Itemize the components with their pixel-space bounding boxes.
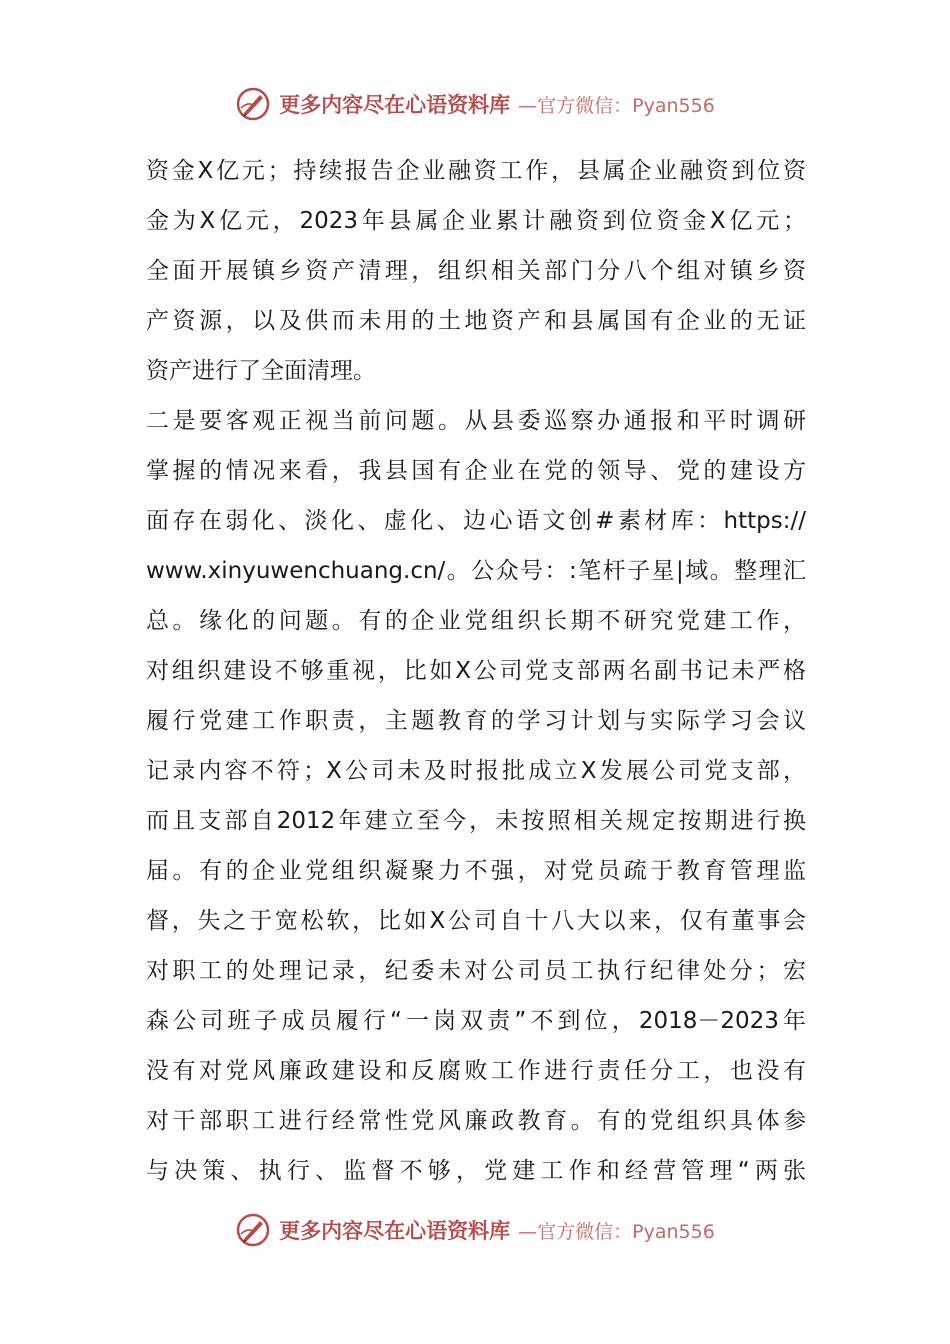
text-line: www.xinyuwenchuang.cn/。公众号：:笔杆子星|域。整理汇	[146, 558, 806, 584]
header-banner	[0, 82, 950, 126]
pen-circle-logo-icon	[235, 1212, 271, 1248]
text-line: 对组织建设不够重视，比如X公司党支部两名副书记未严格	[146, 658, 806, 684]
text-line: 总。缘化的问题。有的企业党组织长期不研究党建工作，	[146, 608, 806, 634]
text-line: 全面开展镇乡资产清理，组织相关部门分八个组对镇乡资	[146, 258, 806, 284]
text-line: 届。有的企业党组织凝聚力不强，对党员疏于教育管理监	[146, 858, 806, 884]
text-line: 督，失之于宽松软，比如X公司自十八大以来，仅有董事会	[146, 908, 806, 934]
text-line: 对职工的处理记录，纪委未对公司员工执行纪律处分；宏	[146, 958, 806, 984]
banner-slogan: 更多内容尽在心语资料库	[279, 1218, 511, 1243]
banner-slogan: 更多内容尽在心语资料库	[279, 92, 511, 117]
text-line: 对干部职工进行经常性党风廉政教育。有的党组织具体参	[146, 1108, 806, 1134]
text-line: 没有对党风廉政建设和反腐败工作进行责任分工，也没有	[146, 1058, 806, 1084]
text-line: 资金X亿元；持续报告企业融资工作，县属企业融资到位资	[146, 158, 806, 184]
footer-banner	[0, 1208, 950, 1252]
text-line: 二是要客观正视当前问题。从县委巡察办通报和平时调研	[146, 408, 806, 434]
text-line: 产资源，以及供而未用的土地资产和县属国有企业的无证	[146, 308, 806, 334]
banner-contact: —官方微信：Pyan556	[518, 1220, 715, 1243]
text-line: 金为X亿元，2023年县属企业累计融资到位资金X亿元；	[146, 208, 806, 234]
text-line: 森公司班子成员履行“一岗双责”不到位，2018－2023年	[146, 1008, 806, 1034]
text-line: 与决策、执行、监督不够，党建工作和经营管理“两张	[146, 1158, 806, 1184]
text-line: 资产进行了全面清理。	[146, 358, 376, 384]
document-body	[146, 146, 806, 1196]
pen-circle-logo-icon	[235, 86, 271, 122]
banner-contact: —官方微信：Pyan556	[518, 94, 715, 117]
text-line: 履行党建工作职责，主题教育的学习计划与实际学习会议	[146, 708, 806, 734]
text-line: 掌握的情况来看，我县国有企业在党的领导、党的建设方	[146, 458, 806, 484]
text-line: 而且支部自2012年建立至今，未按照相关规定按期进行换	[146, 808, 806, 834]
text-line: 面存在弱化、淡化、虚化、边心语文创#素材库：https://	[146, 508, 806, 534]
text-line: 记录内容不符；X公司未及时报批成立X发展公司党支部，	[146, 758, 806, 784]
